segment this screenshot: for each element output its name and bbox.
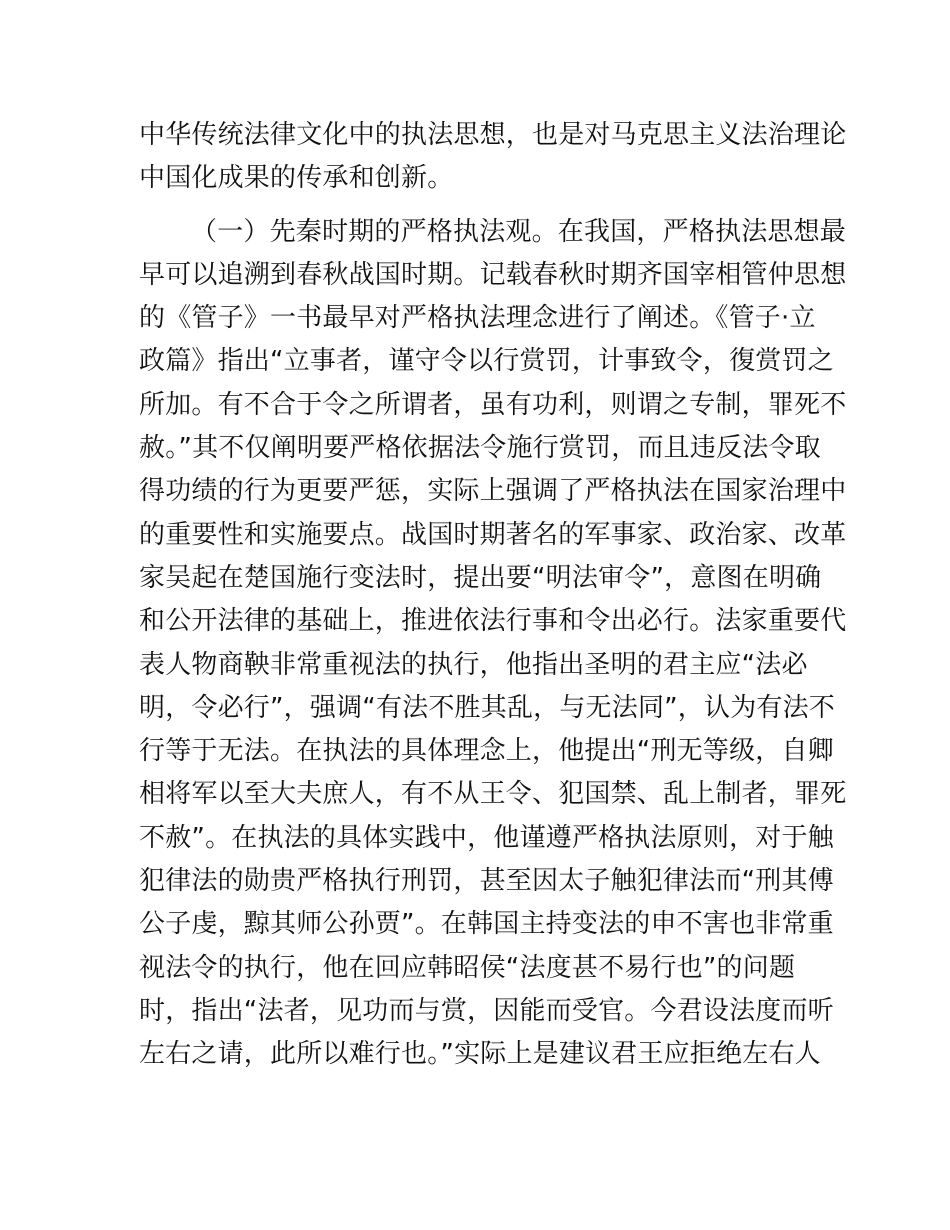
text-line: 中国化成果的传承和创新。 — [139, 163, 454, 194]
text-line: 的重要性和实施要点。战国时期著名的军事家、政治家、改革 — [139, 519, 847, 550]
text-line-indented: （一）先秦时期的严格执法观。在我国，严格执法思想最 — [191, 216, 847, 247]
text-line: 中华传统法律文化中的执法思想，也是对马克思主义法治理论 — [139, 120, 847, 150]
text-line: 表人物商鞅非常重视法的执行，他指出圣明的君主应“法必 — [139, 649, 808, 680]
text-line: 不赦”。在执法的具体实践中，他谨遵严格执法原则，对于触 — [139, 822, 834, 853]
text-line: 的《管子》一书最早对严格执法理念进行了阐述。《管子·立 — [139, 303, 816, 334]
text-line: 视法令的执行，他在回应韩昭侯“法度甚不易行也”的问题 — [139, 952, 796, 983]
text-line: 政篇》指出“立事者，谨守令以行赏罚，计事致令，復赏罚之 — [139, 346, 834, 377]
text-line: 得功绩的行为更要严惩，实际上强调了严格执法在国家治理中 — [139, 476, 847, 507]
paragraph-gap — [139, 201, 819, 211]
text-line: 家吴起在楚国施行变法时，提出要“明法审令”，意图在明确 — [139, 562, 822, 593]
text-line: 和公开法律的基础上，推进依法行事和令出必行。法家重要代 — [139, 606, 847, 637]
text-line: 明，令必行”，强调“有法不胜其乱，与无法同”，认为有法不 — [139, 692, 836, 723]
text-line: 公子虔，黥其师公孙贾”。在韩国主持变法的申不害也非常重 — [139, 909, 834, 940]
text-line: 早可以追溯到春秋战国时期。记载春秋时期齐国宰相管仲思想 — [139, 259, 847, 290]
paragraph — [139, 114, 847, 201]
text-line: 时，指出“法者，见功而与赏，因能而受官。今君设法度而听 — [139, 995, 834, 1026]
text-line: 左右之请，此所以难行也。”实际上是建议君王应拒绝左右人 — [139, 1039, 821, 1070]
paragraph — [139, 211, 847, 1077]
text-line: 所加。有不合于令之所谓者，虽有功利，则谓之专制，罪死不 — [139, 389, 847, 420]
text-line: 赦。”其不仅阐明要严格依据法令施行赏罚，而且违反法令取 — [139, 433, 821, 464]
body-text — [139, 114, 847, 1077]
text-line: 行等于无法。在执法的具体理念上，他提出“刑无等级，自卿 — [139, 736, 834, 767]
text-line: 相将军以至大夫庶人，有不从王令、犯国禁、乱上制者，罪死 — [139, 779, 847, 810]
text-line: 犯律法的勋贵严格执行刑罚，甚至因太子触犯律法而“刑其傅 — [139, 866, 834, 897]
